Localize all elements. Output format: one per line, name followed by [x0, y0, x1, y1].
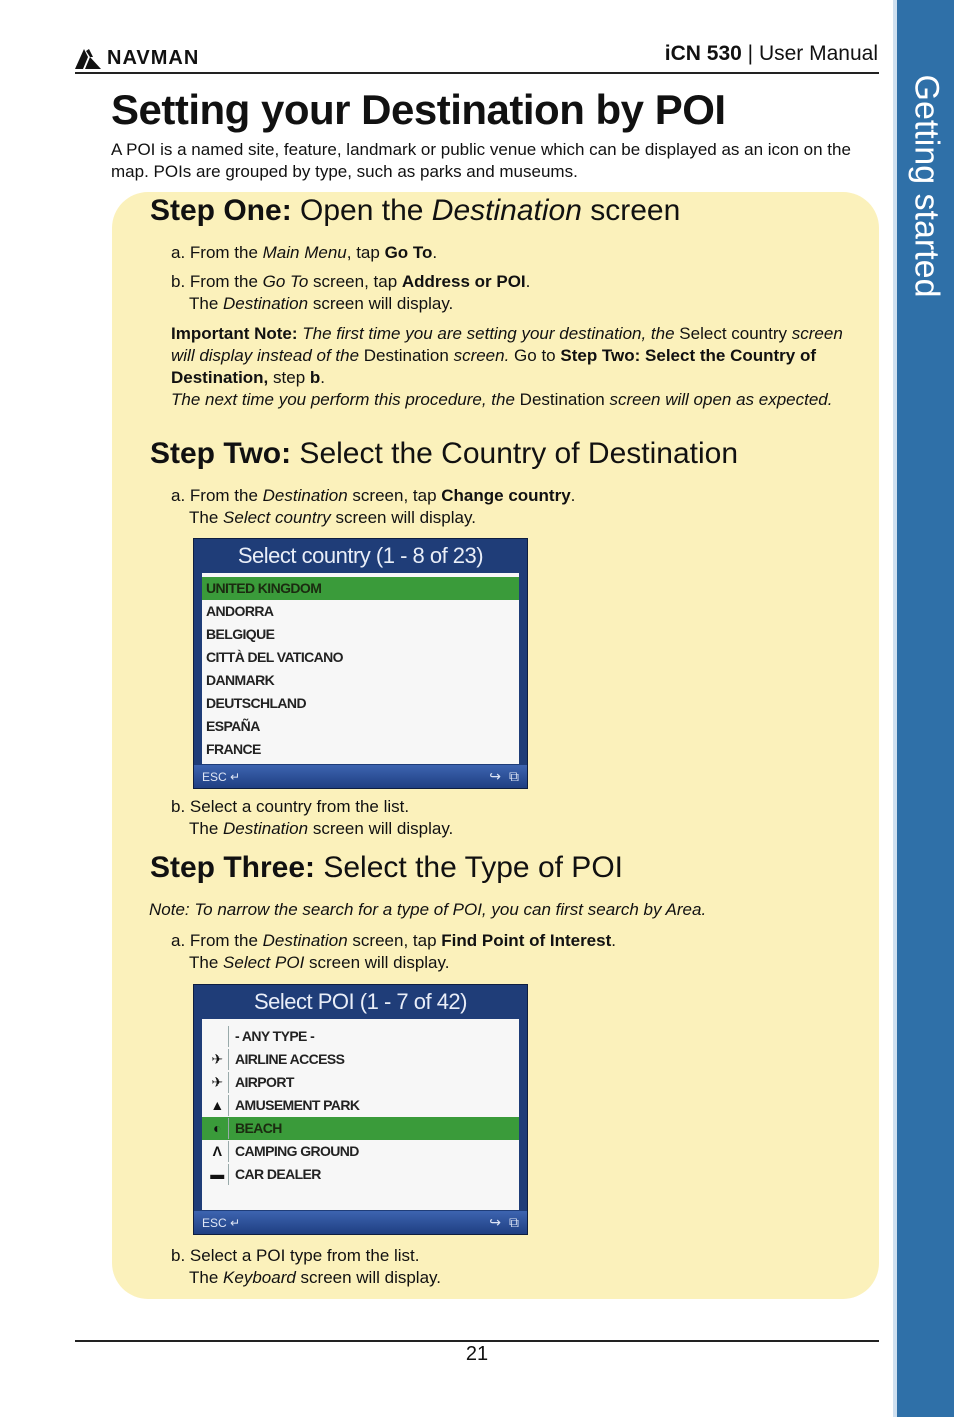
plane-icon: ✈: [206, 1072, 229, 1093]
step-three-b-result: The Keyboard screen will display.: [189, 1268, 441, 1287]
list-item[interactable]: FRANCE: [206, 741, 261, 757]
footer-rule: [75, 1340, 879, 1342]
list-item[interactable]: DANMARK: [206, 672, 275, 688]
step-one-label: Step One:: [150, 194, 292, 227]
list-item[interactable]: Λ CAMPING GROUND: [202, 1140, 519, 1163]
back-arrow-icon: ↵: [230, 769, 241, 784]
running-header: [665, 42, 878, 66]
screen-toolbar: [194, 1211, 527, 1234]
copy-icon[interactable]: ⧉: [509, 768, 519, 784]
navman-logo-icon: [75, 49, 101, 69]
screen-title: Select country (1 - 8 of 23): [237, 543, 484, 568]
step-three-label: Step Three:: [150, 851, 316, 884]
step-three-b: b. Select a POI type from the list.: [171, 1246, 420, 1265]
plane-icon: ✈: [206, 1049, 229, 1070]
select-poi-screenshot: [193, 984, 528, 1235]
model-name: iCN 530: [664, 42, 742, 65]
car-icon: ▬: [206, 1164, 229, 1185]
intro-paragraph: A POI is a named site, feature, landmark or public venue which can be displayed as an icon on the map. POIs are grouped by type, such as parks and museums.: [111, 140, 851, 181]
screen-toolbar: [194, 765, 527, 788]
brand-name: NAVMAN: [107, 47, 200, 69]
list-item[interactable]: ▲ AMUSEMENT PARK: [202, 1094, 519, 1117]
step-three-heading: [150, 851, 623, 885]
header-separator: |: [741, 42, 759, 65]
list-item[interactable]: ✈ AIRPORT: [202, 1071, 519, 1094]
blank-icon: [206, 1026, 229, 1047]
step-two-text: Select the Country of Destination: [291, 437, 739, 470]
step-one-a: a. From the Main Menu, tap Go To.: [171, 243, 438, 262]
amusement-park-icon: ▲: [206, 1095, 229, 1116]
list-item[interactable]: ✈ AIRLINE ACCESS: [202, 1048, 519, 1071]
beach-icon: ◐: [206, 1118, 229, 1139]
tent-icon: Λ: [206, 1141, 229, 1162]
step-one-b-result: The Destination screen will display.: [189, 294, 454, 313]
step-three-text: Select the Type of POI: [315, 851, 623, 884]
step-one-text-a: Open the: [291, 194, 432, 227]
page-title: Setting your Destination by POI: [111, 86, 726, 133]
step-two-b: b. Select a country from the list.: [171, 797, 410, 816]
chapter-sidebar: [893, 0, 954, 1417]
list-item[interactable]: ▬ CAR DEALER: [202, 1163, 519, 1186]
list-item[interactable]: ANDORRA: [206, 603, 274, 619]
step-two-a: a. From the Destination screen, tap Change country.: [171, 486, 576, 505]
step-one-text-italic: Destination: [431, 194, 582, 227]
header-rule: [75, 72, 879, 74]
step-one-heading: [150, 194, 680, 228]
doc-name: User Manual: [758, 42, 878, 65]
forward-arrow-icon[interactable]: ↪: [489, 768, 501, 784]
country-list: [202, 573, 519, 764]
step-one-b: b. From the Go To screen, tap Address or POI.: [171, 272, 531, 291]
brand-logo: [75, 47, 199, 70]
list-item[interactable]: ESPAÑA: [206, 718, 260, 734]
back-arrow-icon: ↵: [230, 1215, 241, 1230]
step-two-b-result: The Destination screen will display.: [189, 819, 454, 838]
esc-button[interactable]: ESC ↵: [202, 1215, 241, 1230]
list-item[interactable]: ◐ BEACH: [202, 1117, 519, 1140]
screen-title: Select POI (1 - 7 of 42): [254, 989, 467, 1014]
step-two-a-result: The Select country screen will display.: [189, 508, 476, 527]
list-item[interactable]: BELGIQUE: [206, 626, 275, 642]
step-three-a: a. From the Destination screen, tap Find Point of Interest.: [171, 931, 616, 950]
chapter-label: Getting started: [907, 74, 945, 298]
select-country-screenshot: [193, 538, 528, 789]
step-one-text-b: screen: [581, 194, 681, 227]
important-note: Important Note: The first time you are setting your destination, the Select country screen will display instead of the Destination screen. Go to Step Two: Select the Country of Destination, step b. The next time you perform this procedure, the Destination screen will open as expected.: [171, 324, 843, 409]
list-item[interactable]: DEUTSCHLAND: [206, 695, 306, 711]
copy-icon[interactable]: ⧉: [509, 1214, 519, 1230]
page-number: 21: [465, 1343, 489, 1365]
step-three-note: Note: To narrow the search for a type of POI, you can first search by Area.: [149, 900, 707, 919]
list-item[interactable]: CITTÀ DEL VATICANO: [206, 649, 343, 665]
poi-list: [202, 1019, 519, 1210]
esc-button[interactable]: ESC ↵: [202, 769, 241, 784]
list-item[interactable]: UNITED KINGDOM: [202, 577, 519, 600]
forward-arrow-icon[interactable]: ↪: [489, 1214, 501, 1230]
step-three-a-result: The Select POI screen will display.: [189, 953, 450, 972]
step-two-label: Step Two:: [150, 437, 292, 470]
step-two-heading: [150, 437, 738, 471]
list-item[interactable]: - ANY TYPE -: [202, 1025, 519, 1048]
